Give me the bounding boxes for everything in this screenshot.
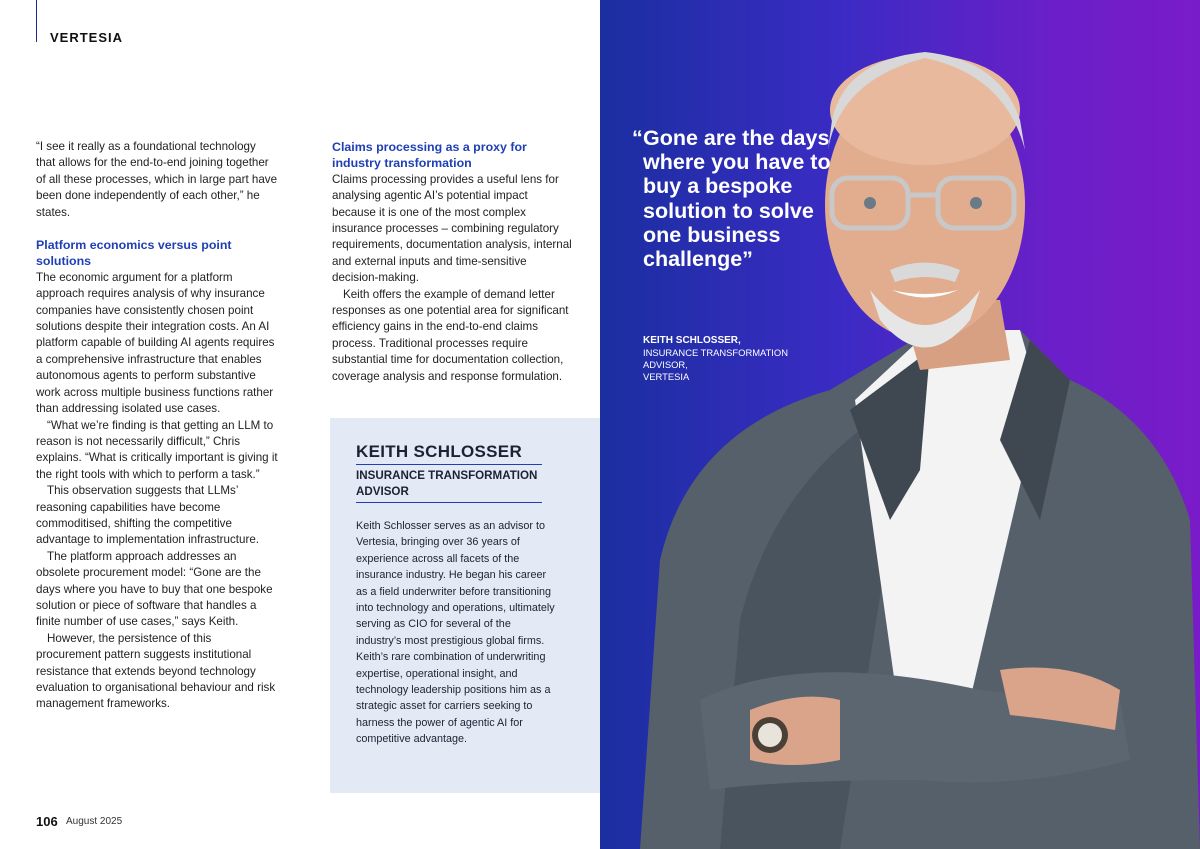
bio-name: KEITH SCHLOSSER — [356, 442, 542, 465]
paragraph: Keith offers the example of demand letter responses as one potential area for significant efficiency gains in the end-to-end claims process. Traditional processes require substantial time for documentation collection, coverage analysis and response formulation. — [332, 287, 569, 383]
attribution-title: INSURANCE TRANSFORMATION ADVISOR, — [643, 347, 788, 370]
quote-text: Gone are the days where you have to buy a bespoke solution to solve one business challenge” — [643, 126, 831, 272]
page-number: 106 — [36, 814, 58, 829]
article-column-2 — [332, 139, 572, 385]
paragraph: The economic argument for a platform approach requires analysis of why insurance companies have consistently chosen point solutions despite their integration costs. An AI platform capable of building AI agents requires a comprehensive infrastructure that enables autonomous agents to perform substantive work across multiple business functions rather than addressing isolated use cases. — [36, 270, 275, 416]
section-heading: Claims processing as a proxy for industry transformation — [332, 140, 527, 171]
bio-text: Keith Schlosser serves as an advisor to Vertesia, bringing over 36 years of experience across all facets of the insurance industry. He began his career as a field underwriter before transitioning into technology and operations, ultimately serving as CIO for several of the industry’s most prestigious global firms. Keith’s rare combination of underwriting expertise, operational insight, and technology leadership positions him as a strategic asset for carriers seeking to harness the power of agentic AI for competitive advantage. — [356, 520, 555, 746]
bio-role: INSURANCE TRANSFORMATION ADVISOR — [356, 468, 542, 503]
paragraph: However, the persistence of this procurement pattern suggests institutional resistance that extends beyond technology evaluation to organisational behaviour and risk management frameworks. — [36, 631, 276, 711]
paragraph: “What we’re finding is that getting an LLM to reason is not necessarily difficult,” Chris explains. “What is critically important is giving it the right tools with which to perform a task.” — [36, 418, 278, 481]
section-heading: Platform economics versus point solutions — [36, 238, 232, 269]
quote-mark: “ — [632, 126, 643, 150]
attribution-name: KEITH SCHLOSSER, — [643, 335, 741, 346]
issue-date: August 2025 — [66, 816, 123, 827]
article-column-1 — [36, 139, 278, 713]
brand-rule — [36, 0, 37, 42]
paragraph: This observation suggests that LLMs’ reasoning capabilities have become commoditised, shifting the competitive advantage to implementation infrastructure. — [36, 484, 259, 547]
pull-quote — [632, 126, 832, 271]
quote-attribution — [643, 335, 823, 383]
right-page-portrait — [600, 0, 1200, 849]
brand-logo-text: VERTESIA — [50, 30, 124, 45]
bio-box — [330, 418, 600, 793]
paragraph: The platform approach addresses an obsolete procurement model: “Gone are the days where you have to buy that one bespoke solution or piece of software that handles a finite number of use cases,” says Keith. — [36, 549, 273, 629]
attribution-company: VERTESIA — [643, 371, 690, 382]
paragraph: “I see it really as a foundational technology that allows for the end-to-end joining together of all these processes, which in large part have been done independently of each other,” he states. — [36, 140, 278, 219]
paragraph: Claims processing provides a useful lens for analysing agentic AI’s potential impact because it is one of the most complex insurance processes – combining regulatory requirements, documentation analysis, internal and external inputs and time-sensitive decision-making. — [332, 172, 572, 285]
